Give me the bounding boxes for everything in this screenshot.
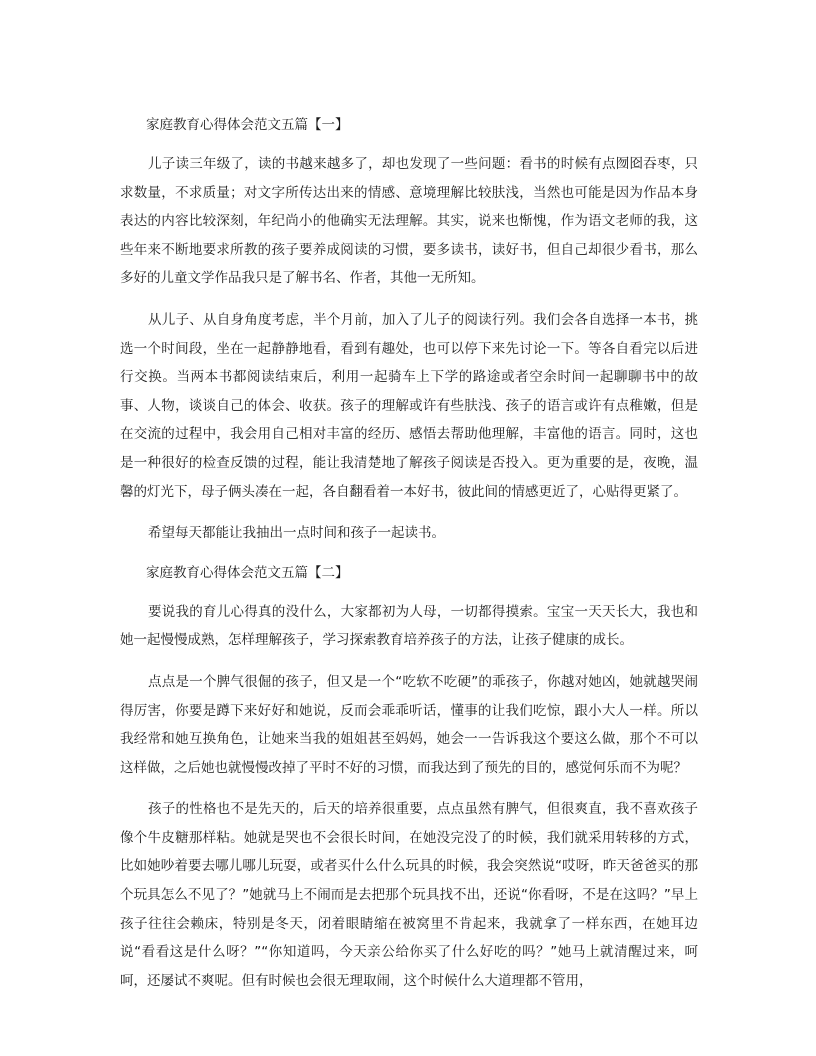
paragraph: 希望每天都能让我抽出一点时间和孩子一起读书。 xyxy=(148,525,445,542)
paragraph: 儿子读三年级了，读的书越来越多了，却也发现了一些问题：看书的时候有点囫囵吞枣，只求数量，不求质量；对文字所传达出来的情感、意境理解比较肤浅，当然也可能是因为作品本身表达的内容比较深刻，年纪尚小的他确实无法理解。其实，说来也惭愧，作为语文老师的我，这些年来不断地要求所教的孩子要养成阅读的习惯，要多读书，读好书，但自己却很少看书，那么多好的儿童文学作品我只是了解书名、作者，其他一无所知。 xyxy=(120,156,698,287)
document-page xyxy=(120,112,698,995)
paragraph: 孩子的性格也不是先天的，后天的培养很重要，点点虽然有脾气，但很爽直，我不喜欢孩子像个牛皮糖那样粘。她就是哭也不会很长时间，在她没完没了的时候，我们就采用转移的方式，比如她吵着要去哪儿哪儿玩耍，或者买什么什么玩具的时候，我会突然说“哎呀，昨天爸爸买的那个玩具怎么不见了？”她就马上不闹而是去把那个玩具找不出，还说“你看呀，不是在这吗？”早上孩子往往会赖床，特别是冬天，闭着眼睛缩在被窝里不肯起来，我就拿了一样东西，在她耳边说“看看这是什么呀？”“你知道吗，今天亲公给你买了什么好吃的吗？”她马上就清醒过来，呵呵，还屡试不爽呢。但有时候也会很无理取闹，这个时候什么大道理都不管用， xyxy=(120,801,698,989)
section-heading-2: 家庭教育心得体会范文五篇【二】 xyxy=(146,564,349,581)
paragraph: 要说我的育儿心得真的没什么，大家都初为人母，一切都得摸索。宝宝一天天长大，我也和她一起慢慢成熟，怎样理解孩子，学习探索教育培养孩子的方法，让孩子健康的成长。 xyxy=(120,603,698,649)
section-heading-1: 家庭教育心得体会范文五篇【一】 xyxy=(146,117,349,133)
paragraph: 点点是一个脾气很倔的孩子，但又是一个“吃软不吃硬”的乖孩子，你越对她凶，她就越哭闹得厉害，你要是蹲下来好好和她说，反而会乖乖听话，懂事的让我们吃惊，跟小大人一样。所以我经常和她互换角色，让她来当我的姐姐甚至妈妈，她会一一告诉我这个要这么做，那个不可以这样做，之后她也就慢慢改掉了平时不好的习惯，而我达到了预先的目的，感觉何乐而不为呢？ xyxy=(120,673,698,776)
paragraph: 从儿子、从自身角度考虑，半个月前，加入了儿子的阅读行列。我们会各自选择一本书，挑选一个时间段，坐在一起静静地看，看到有趣处，也可以停下来先讨论一下。等各自看完以后进行交换。当两本书都阅读结束后，利用一起骑车上下学的路途或者空余时间一起聊聊书中的故事、人物，谈谈自己的体会、收获。孩子的理解或许有些肤浅、孩子的语言或许有点稚嫩，但是在交流的过程中，我会用自己相对丰富的经历、感悟去帮助他理解，丰富他的语言。同时，这也是一种很好的检查反馈的过程，能让我清楚地了解孩子阅读是否投入。更为重要的是，夜晚，温馨的灯光下，母子俩头凑在一起，各自翻看着一本好书，彼此间的情感更近了，心贴得更紧了。 xyxy=(120,311,698,500)
